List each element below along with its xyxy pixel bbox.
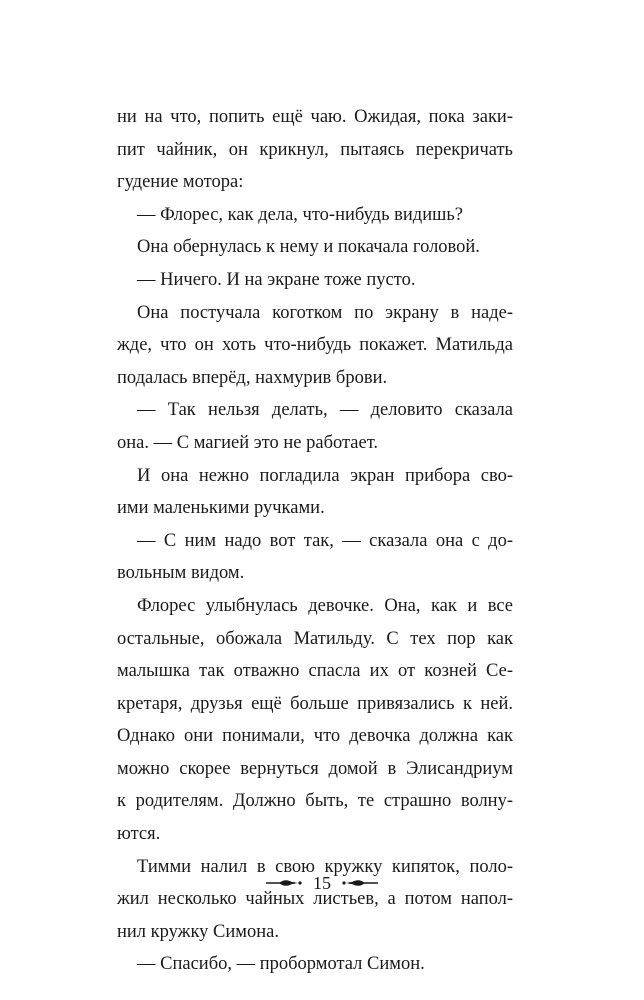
text-line: можно скорее вернуться домой в Элисандриум xyxy=(117,758,513,779)
text-line: — Спасибо, — пробормотал Симон. xyxy=(137,954,425,975)
text-line: пит чайник, он крикнул, пытаясь перекричать xyxy=(117,139,513,160)
text-line: Она постучала коготком по экрану в наде- xyxy=(137,302,513,323)
ornament-left-icon xyxy=(265,877,303,889)
body-text xyxy=(117,101,513,981)
text-line: малышка так отважно спасла их от козней Се- xyxy=(117,661,513,682)
text-line: нил кружку Симона. xyxy=(117,921,279,942)
text-line: — Флорес, как дела, что-нибудь видишь? xyxy=(137,204,463,225)
text-line: подалась вперёд, нахмурив брови. xyxy=(117,367,388,388)
text-line: — С ним надо вот так, — сказала она с до- xyxy=(137,530,513,551)
text-line: жде, что он хоть что-нибудь покажет. Матильда xyxy=(117,335,513,356)
text-line: она. — С магией это не работает. xyxy=(117,432,379,453)
text-line: ются. xyxy=(117,824,161,845)
text-line: ни на что, попить ещё чаю. Ожидая, пока заки- xyxy=(117,107,513,127)
ornament-right-icon xyxy=(341,877,379,889)
text-line: остальные, обожала Матильду. С тех пор как xyxy=(117,628,513,649)
text-line: Флорес улыбнулась девочке. Она, как и все xyxy=(137,595,513,616)
text-line: И она нежно погладила экран прибора сво- xyxy=(137,465,513,486)
text-line: ими маленькими ручками. xyxy=(117,498,325,519)
text-line: Она обернулась к нему и покачала головой. xyxy=(137,237,480,258)
text-line: — Так нельзя делать, — деловито сказала xyxy=(137,400,513,421)
text-line: вольным видом. xyxy=(117,563,245,584)
text-line: Однако они понимали, что девочка должна как xyxy=(117,726,513,747)
text-line: кретаря, друзья ещё больше привязались к ней. xyxy=(117,693,513,714)
text-line: Тимми налил в свою кружку кипяток, поло- xyxy=(137,856,513,877)
page-number: 15 xyxy=(313,872,331,893)
text-line: гудение мотора: xyxy=(117,172,244,193)
text-line: — Ничего. И на экране тоже пусто. xyxy=(137,269,416,290)
text-line: жил несколько чайных листьев, а потом напол- xyxy=(117,889,513,910)
text-line: к родителям. Должно быть, те страшно волну- xyxy=(117,791,513,812)
page-footer xyxy=(0,868,644,898)
